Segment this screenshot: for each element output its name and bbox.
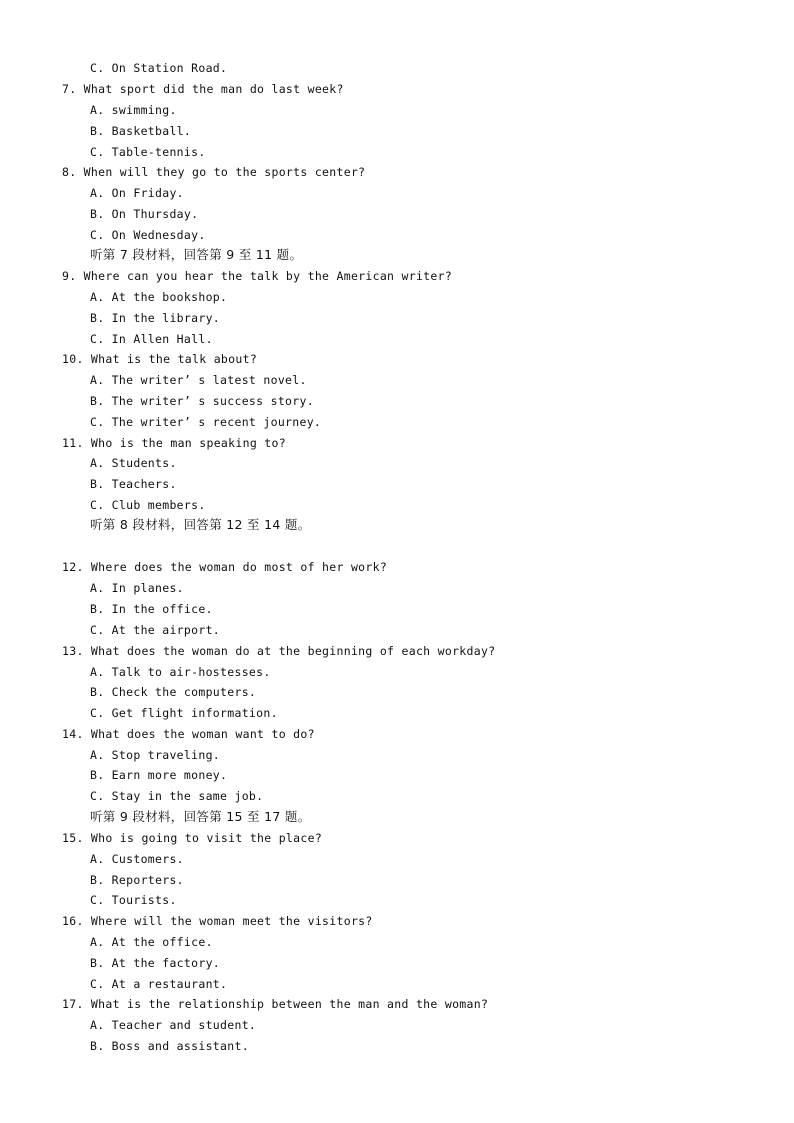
answer-option: C. Table-tennis. (90, 145, 206, 159)
question-stem: 8. When will they go to the sports center? (62, 165, 366, 179)
answer-option: C. Club members. (90, 498, 206, 512)
answer-option: B. At the factory. (90, 956, 221, 970)
answer-option: C. On Station Road. (90, 61, 228, 75)
answer-option: C. Stay in the same job. (90, 789, 264, 803)
answer-option: C. The writer’ s recent journey. (90, 415, 322, 429)
answer-option: A. swimming. (90, 103, 177, 117)
question-stem: 10. What is the talk about? (62, 352, 258, 366)
question-stem: 14. What does the woman want to do? (62, 727, 315, 741)
answer-option: A. Customers. (90, 852, 184, 866)
answer-option: B. Teachers. (90, 477, 177, 491)
answer-option: C. Tourists. (90, 893, 177, 907)
answer-option: B. Boss and assistant. (90, 1039, 249, 1053)
question-stem: 9. Where can you hear the talk by the American writer? (62, 269, 453, 283)
answer-option: A. Teacher and student. (90, 1018, 257, 1032)
answer-option: A. The writer’ s latest novel. (90, 373, 307, 387)
answer-option: B. In the library. (90, 311, 221, 325)
answer-option: A. Students. (90, 456, 177, 470)
answer-option: B. The writer’ s success story. (90, 394, 314, 408)
answer-option: B. Check the computers. (90, 685, 257, 699)
question-stem: 17. What is the relationship between the man and the woman? (62, 997, 489, 1011)
answer-option: C. Get flight information. (90, 706, 278, 720)
question-stem: 16. Where will the woman meet the visitors? (62, 914, 373, 928)
section-instruction: 听第 8 段材料，回答第 12 至 14 题。 (90, 517, 311, 532)
answer-option: C. At the airport. (90, 623, 221, 637)
answer-option: C. In Allen Hall. (90, 332, 213, 346)
answer-option: B. Reporters. (90, 873, 184, 887)
question-stem: 11. Who is the man speaking to? (62, 436, 286, 450)
answer-option: A. Talk to air-hostesses. (90, 665, 271, 679)
answer-option: A. At the office. (90, 935, 213, 949)
question-stem: 7. What sport did the man do last week? (62, 82, 344, 96)
answer-option: A. On Friday. (90, 186, 184, 200)
question-stem: 12. Where does the woman do most of her work? (62, 560, 388, 574)
answer-option: A. At the bookshop. (90, 290, 228, 304)
question-stem: 15. Who is going to visit the place? (62, 831, 323, 845)
answer-option: B. Basketball. (90, 124, 192, 138)
question-stem: 13. What does the woman do at the beginning of each workday? (62, 644, 496, 658)
answer-option: B. On Thursday. (90, 207, 199, 221)
answer-option: C. At a restaurant. (90, 977, 228, 991)
answer-option: A. In planes. (90, 581, 184, 595)
section-instruction: 听第 9 段材料，回答第 15 至 17 题。 (90, 809, 311, 824)
answer-option: B. In the office. (90, 602, 213, 616)
section-instruction: 听第 7 段材料，回答第 9 至 11 题。 (90, 247, 303, 262)
answer-option: C. On Wednesday. (90, 228, 206, 242)
answer-option: A. Stop traveling. (90, 748, 221, 762)
answer-option: B. Earn more money. (90, 768, 228, 782)
